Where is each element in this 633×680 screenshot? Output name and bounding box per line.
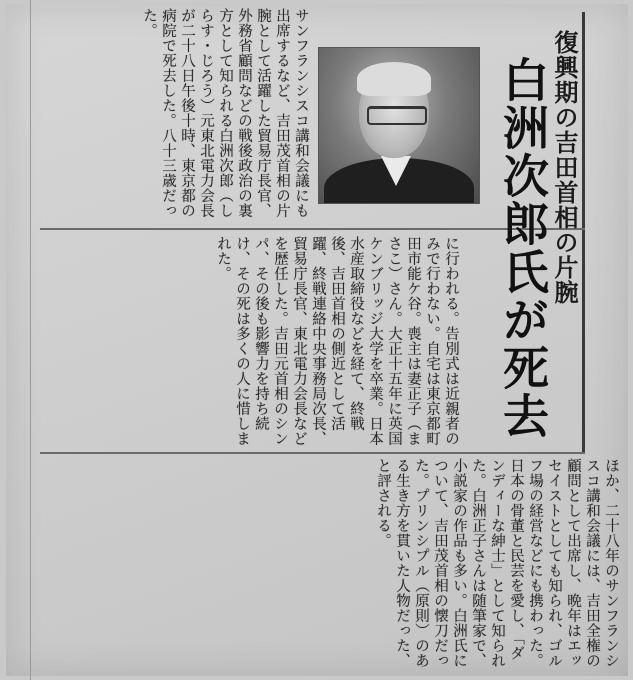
column-rule — [582, 12, 585, 452]
column-divider — [40, 452, 585, 454]
portrait-glasses — [367, 106, 427, 125]
article-body-top: サンフランシスコ講和会議にも出席するなど、吉田茂首相の片腕として活躍した貿易庁長官、外務省顧問などの戦後政治の裏方として知られる白洲次郎（しらす・じろう）元東北電力会長が二十八日午後十時、東京都の病院で死去した。八十三歳だった。 — [141, 8, 309, 218]
article-body-middle: に行われる。告別式は近親者のみで行わない。自宅は東京都町田市能ケ谷。喪主は妻正子（まさこ）さん。大正十五年に英国ケンブリッジ大学を卒業。日本水産取締役などを経て、終戦後、吉田首相の側近として活躍、終戦連絡中央事務局次長、貿易庁長官、東北電力会長などを歴任した。吉田元首相のシンパ、その後も影響力を持ち続け、その死は多くの人に惜しまれた。 — [215, 236, 459, 446]
page-edge — [30, 0, 31, 680]
portrait-photo — [318, 47, 480, 204]
portrait-hair — [357, 62, 431, 96]
article-kicker: 復興期の吉田首相の片腕 — [550, 30, 578, 305]
article-body-bottom: ほか、二十八年のサンフランシスコ講和会議には、吉田全権の顧問として出席し、晩年はエッセイストとしても知られ、ゴルフ場の経営などにも携わった。日本の骨董と民芸を愛し、「ダンディーな紳士」として知られた。白洲正子さんは随筆家で、小説家の作品も多い。白洲氏について、吉田茂首相の懐刀だった。プリンシプル（原則）のある生き方を貫いた人物だった、と評される。 — [375, 458, 619, 668]
article-headline: 白洲次郎氏が死去 — [496, 56, 550, 440]
